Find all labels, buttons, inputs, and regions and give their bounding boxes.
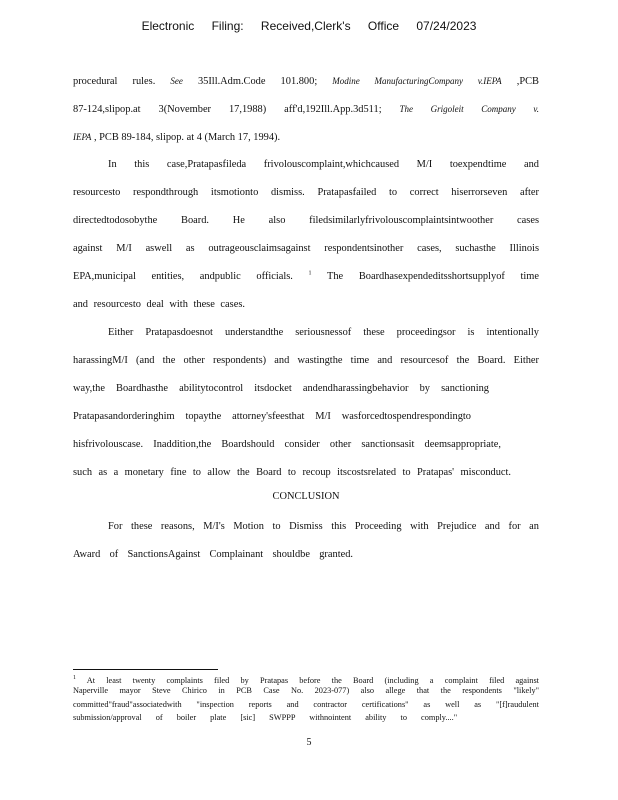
body-line: way,the Boardhasthe abilitytocontrol itsdocket andendharassingbehavior by sanctioning <box>73 383 489 394</box>
body-line: Pratapasandorderinghim topaythe attorney'sfeesthat M/I wasforcedtospendrespondingto <box>73 411 471 422</box>
footnote-line: Naperville mayor Steve Chirico in PCB Case No. 2023-077) also allege that the respondents "likely" <box>73 686 539 695</box>
footnote-line: committed"fraud"associatedwith "inspection reports and contractor certifications" as well as "[f]raudulent <box>73 700 539 709</box>
signal-see: See <box>170 76 183 86</box>
case-name: The Grigoleit Company v. <box>399 104 539 114</box>
body-line <box>73 102 539 117</box>
filing-stamp-header: Electronic Filing: Received,Clerk's Office 07/24/2023 <box>141 19 477 33</box>
text-run: , PCB 89-184, slipop. at 4 (March 17, 1994). <box>93 132 281 143</box>
section-heading: CONCLUSION <box>272 491 340 502</box>
body-line <box>73 130 539 145</box>
body-line: against M/I aswell as outrageousclaimsagainst respondentsinother cases, suchasthe Illinois <box>73 243 539 254</box>
body-line: resourcesto respondthrough itsmotionto dismiss. Pratapasfailed to correct hiserrorseven after <box>73 187 539 198</box>
page-number: 5 <box>306 737 312 748</box>
text-run: procedural rules. <box>73 76 156 87</box>
footnote-reference: 1 <box>308 270 312 277</box>
text-run: 87-124,slipop.at 3(November 17,1988) aff'd,192Ill.App.3d511; <box>73 104 382 115</box>
citation-code: 35Ill.Adm.Code 101.800; <box>197 76 318 87</box>
body-line <box>73 74 539 89</box>
body-line: harassingM/I (and the other respondents) and wastingthe time and resourcesof the Board. Either <box>73 355 539 366</box>
body-line: such as a monetary fine to allow the Board to recoup itscostsrelated to Pratapas' misconduct. <box>73 467 511 478</box>
text-run: The Boardhasexpendeditsshortsupplyof time <box>327 271 539 282</box>
footnote-line: submission/approval of boiler plate [sic] SWPPP withnointent ability to comply...." <box>73 713 458 722</box>
body-line <box>73 270 539 284</box>
text-run: EPA,municipal entities, andpublic officials. <box>73 271 293 282</box>
case-name: IEPA <box>73 132 92 142</box>
body-line: Award of SanctionsAgainst Complainant shouldbe granted. <box>73 549 353 560</box>
body-line: hisfrivolouscase. Inaddition,the Boardshould consider other sanctionsasit deemsappropriate, <box>73 439 501 450</box>
case-name: Modine ManufacturingCompany v.IEPA <box>332 76 502 86</box>
footnote-marker: 1 <box>73 675 76 682</box>
text-run: At least twenty complaints filed by Pratapas before the Board (including a complaint filed against <box>86 676 539 685</box>
text-run: ,PCB <box>516 76 539 87</box>
footnote-separator <box>73 669 218 670</box>
footnote-line <box>73 676 539 686</box>
paragraph-first-line: In this case,Pratapasfileda frivolouscomplaint,whichcaused M/I toexpendtime and <box>108 159 539 170</box>
body-line: and resourcesto deal with these cases. <box>73 299 245 310</box>
body-line: directedtodosobythe Board. He also filedsimilarlyfrivolouscomplaintsintwoother cases <box>73 215 539 226</box>
paragraph-first-line: Either Pratapasdoesnot understandthe seriousnessof these proceedingsor is intentionally <box>108 327 539 338</box>
paragraph-first-line: For these reasons, M/I's Motion to Dismiss this Proceeding with Prejudice and for an <box>108 521 539 532</box>
